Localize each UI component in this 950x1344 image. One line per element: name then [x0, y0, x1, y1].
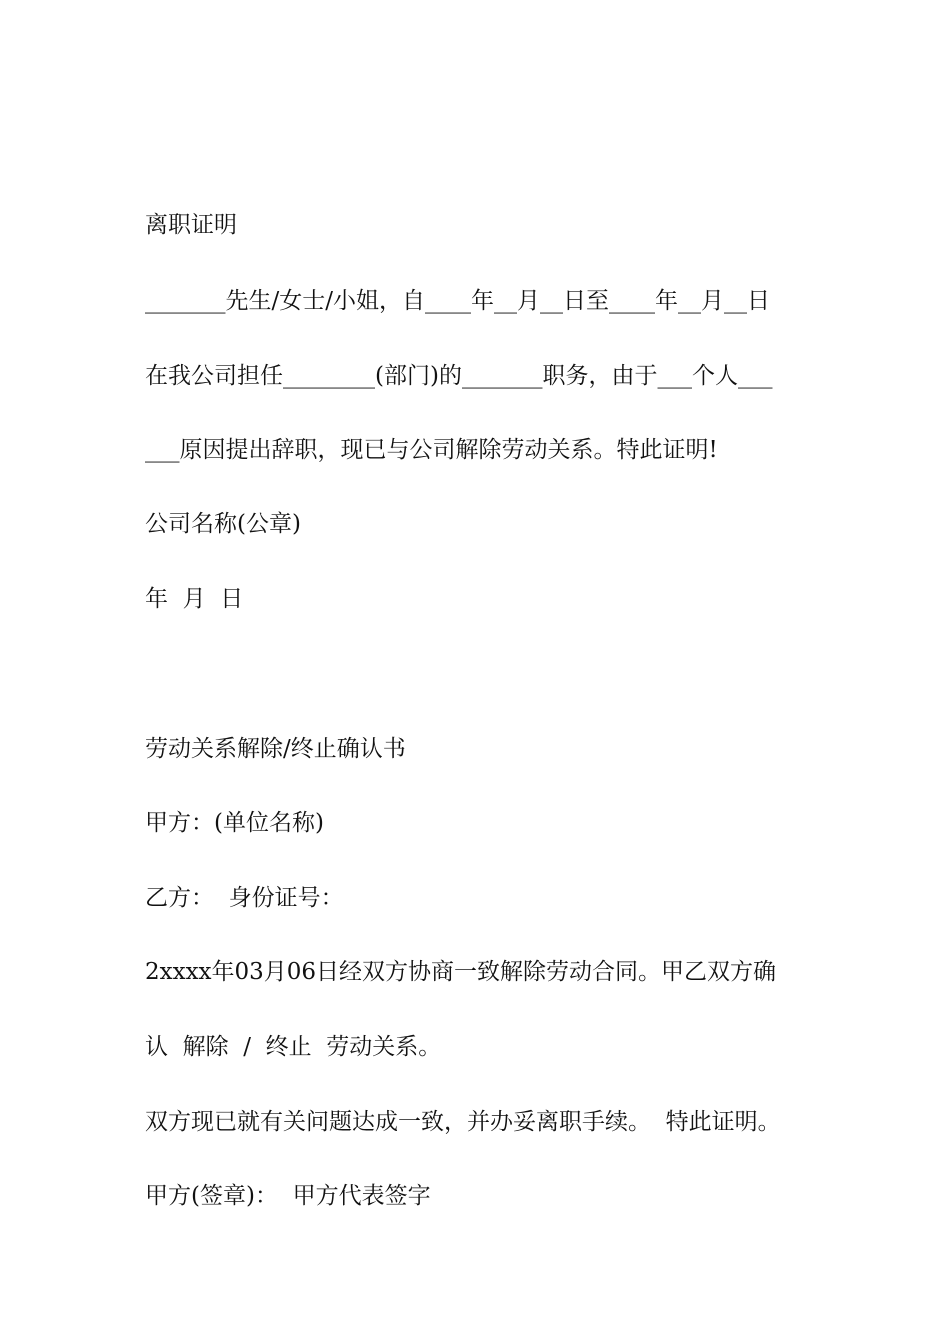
doc1-line-1: _______先生/女士/小姐，自____年__月__日至____年__月__日: [145, 288, 770, 314]
doc2-body-line-1: 2xxxx年03月06日经双方协商一致解除劳动合同。甲乙双方确: [145, 959, 777, 985]
doc1-line-2: 在我公司担任________(部门)的_______职务，由于___个人___: [145, 363, 773, 389]
doc1-company: 公司名称(公章): [145, 511, 301, 537]
doc2-party-b: 乙方： 身份证号：: [145, 885, 344, 911]
doc2-body-line-3: 双方现已就有关问题达成一致，并办妥离职手续。 特此证明。: [145, 1109, 781, 1135]
doc1-title: 离职证明: [145, 212, 237, 238]
doc2-signature: 甲方(签章)： 甲方代表签字: [145, 1183, 431, 1209]
doc2-title: 劳动关系解除/终止确认书: [145, 736, 406, 762]
doc2-party-a: 甲方：(单位名称): [145, 810, 324, 836]
doc2-body-line-2: 认 解除 / 终止 劳动关系。: [145, 1034, 442, 1060]
doc1-line-3: ___原因提出辞职，现已与公司解除劳动关系。特此证明!: [145, 437, 718, 463]
doc1-date: 年 月 日: [145, 586, 244, 612]
